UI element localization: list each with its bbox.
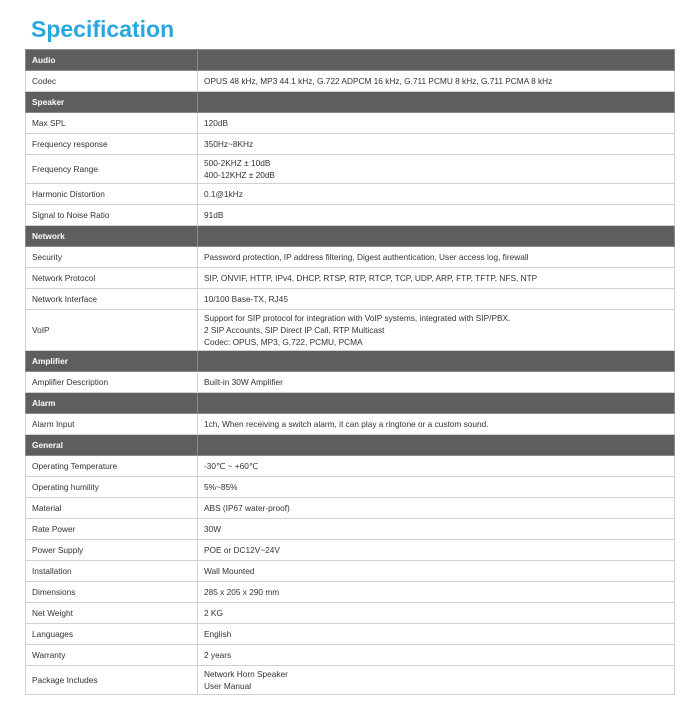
spec-value [198, 582, 675, 603]
spec-row [26, 540, 675, 561]
spec-value-line: 400-12KHZ ± 20dB [204, 170, 275, 180]
spec-label: Network Protocol [26, 268, 198, 289]
spec-row [26, 134, 675, 155]
section-title: Audio [26, 50, 198, 71]
spec-value [198, 519, 675, 540]
spec-row [26, 519, 675, 540]
spec-value [198, 184, 675, 205]
spec-label: Languages [26, 624, 198, 645]
section-header-blank [198, 435, 675, 456]
spec-row [26, 71, 675, 92]
spec-value [198, 205, 675, 226]
section-title: Speaker [26, 92, 198, 113]
spec-label: Frequency Range [26, 155, 198, 184]
spec-value-line: 30W [204, 524, 222, 534]
spec-value [198, 603, 675, 624]
spec-value-line: 2 KG [204, 608, 223, 618]
spec-value-line: English [204, 629, 232, 639]
spec-value-line: POE or DC12V~24V [204, 545, 280, 555]
spec-label: Warranty [26, 645, 198, 666]
spec-row [26, 645, 675, 666]
spec-value [198, 624, 675, 645]
spec-value-line: Network Horn Speaker [204, 669, 288, 679]
section-header [26, 92, 675, 113]
spec-value-line: User Manual [204, 681, 252, 691]
spec-label: Amplifier Description [26, 372, 198, 393]
section-header-blank [198, 92, 675, 113]
spec-value-line: 10/100 Base-TX, RJ45 [204, 294, 288, 304]
spec-value-line: 5%~85% [204, 482, 238, 492]
spec-value-line: 1ch, When receiving a switch alarm, it can play a ringtone or a custom sound. [204, 419, 489, 429]
spec-value [198, 477, 675, 498]
section-title: Alarm [26, 393, 198, 414]
spec-label: VoIP [26, 310, 198, 351]
spec-value-line: 285 x 205 x 290 mm [204, 587, 280, 597]
section-title: General [26, 435, 198, 456]
spec-value [198, 561, 675, 582]
spec-row [26, 414, 675, 435]
spec-value [198, 414, 675, 435]
spec-table [25, 49, 675, 695]
spec-row [26, 155, 675, 184]
section-title: Amplifier [26, 351, 198, 372]
spec-row [26, 582, 675, 603]
section-header-blank [198, 393, 675, 414]
spec-value-line: -30℃ ~ +60℃ [204, 461, 259, 471]
spec-value-line: 500-2KHZ ± 10dB [204, 158, 271, 168]
spec-value-line: Support for SIP protocol for integration with VoIP systems, integrated with SIP/PBX. [204, 313, 511, 323]
spec-value-line: 350Hz~8KHz [204, 139, 254, 149]
spec-value [198, 268, 675, 289]
spec-row [26, 310, 675, 351]
spec-row [26, 289, 675, 310]
spec-row [26, 113, 675, 134]
spec-label: Operating humility [26, 477, 198, 498]
spec-label: Alarm Input [26, 414, 198, 435]
spec-label: Installation [26, 561, 198, 582]
spec-table-body [26, 50, 675, 695]
section-header-blank [198, 50, 675, 71]
spec-value [198, 540, 675, 561]
spec-label: Max SPL [26, 113, 198, 134]
page-title: Specification [31, 16, 175, 42]
spec-value-line: Codec: OPUS, MP3, G.722, PCMU, PCMA [204, 337, 363, 347]
spec-value [198, 372, 675, 393]
spec-value [198, 456, 675, 477]
section-title: Network [26, 226, 198, 247]
spec-value [198, 155, 675, 184]
spec-label: Signal to Noise Ratio [26, 205, 198, 226]
spec-value-line: SIP, ONVIF, HTTP, IPv4, DHCP, RTSP, RTP, RTCP, TCP, UDP, ARP, FTP, TFTP, NFS, NTP [204, 273, 538, 283]
spec-row [26, 247, 675, 268]
spec-value-line: Password protection, IP address filtering, Digest authentication, User access log, firewall [204, 252, 529, 262]
section-header [26, 226, 675, 247]
spec-value [198, 71, 675, 92]
spec-value-line: OPUS 48 kHz, MP3 44.1 kHz, G.722 ADPCM 16 kHz, G.711 PCMU 8 kHz, G.711 PCMA 8 kHz [204, 76, 553, 86]
spec-value-line: 120dB [204, 118, 228, 128]
spec-value-line: ABS (IP67 water-proof) [204, 503, 290, 513]
spec-row [26, 456, 675, 477]
section-header [26, 435, 675, 456]
spec-row [26, 603, 675, 624]
section-header-blank [198, 351, 675, 372]
spec-row [26, 498, 675, 519]
spec-value-line: Wall Mounted [204, 566, 255, 576]
section-header [26, 393, 675, 414]
spec-row [26, 184, 675, 205]
section-header-blank [198, 226, 675, 247]
spec-label: Net Weight [26, 603, 198, 624]
spec-value-line: 91dB [204, 210, 224, 220]
spec-label: Network Interface [26, 289, 198, 310]
spec-value-line: 2 SIP Accounts, SIP Direct IP Call, RTP Multicast [204, 325, 385, 335]
spec-row [26, 624, 675, 645]
spec-label: Harmonic Distortion [26, 184, 198, 205]
spec-value [198, 310, 675, 351]
spec-row [26, 666, 675, 695]
spec-label: Codec [26, 71, 198, 92]
spec-label: Rate Power [26, 519, 198, 540]
spec-label: Package Includes [26, 666, 198, 695]
spec-row [26, 561, 675, 582]
spec-label: Dimensions [26, 582, 198, 603]
spec-value [198, 247, 675, 268]
spec-row [26, 372, 675, 393]
spec-label: Frequency response [26, 134, 198, 155]
spec-value [198, 113, 675, 134]
spec-value-line: 0.1@1kHz [204, 189, 243, 199]
section-header [26, 351, 675, 372]
spec-value-line: 2 years [204, 650, 232, 660]
spec-value [198, 498, 675, 519]
spec-row [26, 205, 675, 226]
spec-value [198, 666, 675, 695]
spec-value [198, 134, 675, 155]
spec-label: Material [26, 498, 198, 519]
spec-label: Operating Temperature [26, 456, 198, 477]
section-header [26, 50, 675, 71]
spec-label: Security [26, 247, 198, 268]
spec-row [26, 268, 675, 289]
spec-value-line: Built-in 30W Amplifier [204, 377, 283, 387]
spec-value [198, 645, 675, 666]
spec-label: Power Supply [26, 540, 198, 561]
spec-row [26, 477, 675, 498]
spec-value [198, 289, 675, 310]
